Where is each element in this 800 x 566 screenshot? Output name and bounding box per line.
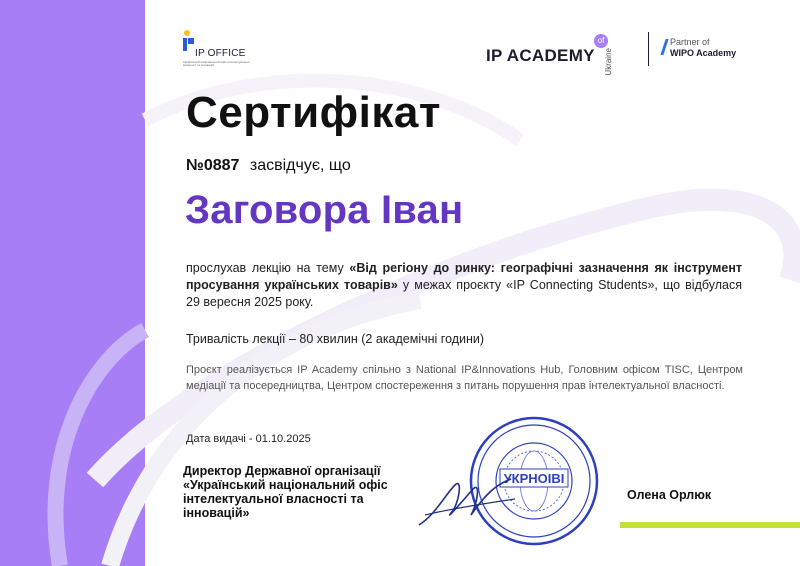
partner-label: Partner of	[670, 37, 710, 47]
recipient-name: Заговора Іван	[185, 188, 464, 232]
ip-academy-logo	[486, 32, 626, 76]
ip-office-logo	[183, 30, 263, 70]
partner-name: WIPO Academy	[670, 48, 737, 58]
issue-date: Дата видачі - 01.10.2025	[186, 433, 311, 445]
attests-text: засвідчує, що	[249, 157, 351, 174]
lecture-duration: Тривалість лекції – 80 хвилин (2 академічні години)	[186, 332, 485, 346]
lecture-topic: «Від регіону до ринку: географічні зазначення як інструмент просування українських товарів»	[186, 261, 742, 292]
lecture-prefix: прослухав лекцію на тему	[186, 261, 350, 275]
director-title: Директор Державної організації «Український національний офіс інтелектуальної власності та інновацій»	[183, 464, 388, 520]
ip-office-text: IP OFFICE	[195, 48, 246, 59]
certificate-number-line	[186, 157, 351, 175]
ip-academy-text: IP ACADEMY	[486, 46, 595, 65]
project-description: Проєкт реалізується IP Academy спільно з National IP&Innovations Hub, Головним офісом TISC, Центром медіації та посередництва, Центром спостереження з питань порушення прав інтелектуальної власності.	[186, 364, 743, 392]
lime-accent-bar	[620, 522, 800, 528]
signer-name: Олена Орлюк	[627, 488, 712, 502]
wipo-slash-icon	[660, 39, 668, 55]
ip-academy-country: Ukraine	[604, 48, 613, 76]
lecture-suffix: у межах проєкту «IP Connecting Students», що відбулася 29 вересня 2025 року.	[186, 278, 742, 309]
lecture-paragraph	[186, 260, 742, 311]
wipo-partner-logo	[670, 37, 736, 59]
handwritten-signature	[415, 455, 525, 535]
purple-side-panel	[0, 0, 145, 566]
logo-divider	[648, 32, 649, 66]
ip-academy-of-badge: of	[594, 34, 608, 48]
certificate-number: №0887	[186, 157, 240, 174]
ip-office-subtext: Український національний офіс інтелектуальної власності та інновацій	[183, 60, 250, 67]
certificate-title: Сертифікат	[186, 88, 441, 137]
stamp-center-text: УКРНОІВІ	[503, 471, 565, 486]
ip-office-icon	[183, 30, 195, 52]
